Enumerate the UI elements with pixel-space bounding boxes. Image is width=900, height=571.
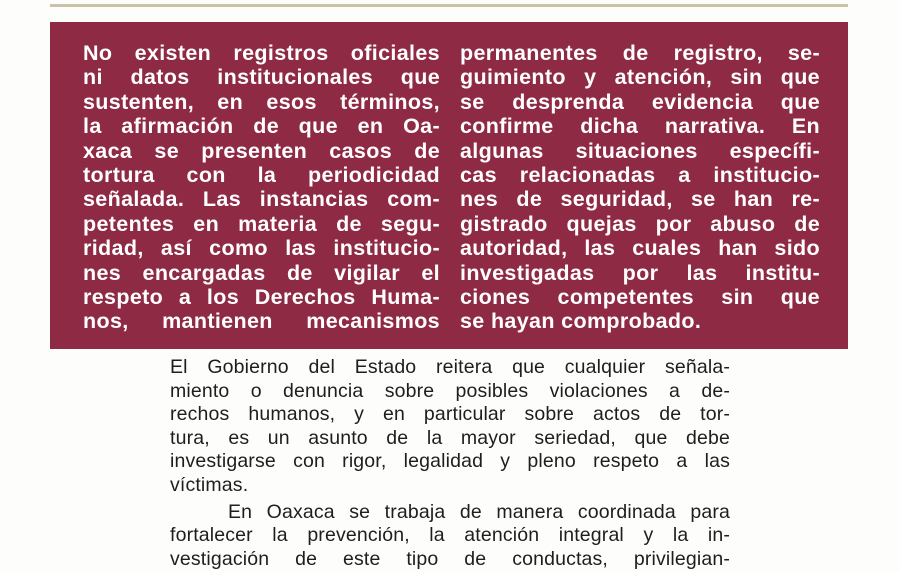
statement-line: ni datos institucionales que xyxy=(83,65,440,90)
statement-left-column xyxy=(83,41,440,334)
statement-line: nos, mantienen mecanismos xyxy=(83,309,440,334)
body-line: rechos humanos, y en particular sobre actos de tor- xyxy=(170,403,730,426)
paragraph-1 xyxy=(170,356,730,498)
body-line: investigarse con rigor, legalidad y pleno respeto a las xyxy=(170,450,730,473)
statement-line: ciones competentes sin que xyxy=(460,284,820,309)
highlighted-statement-box xyxy=(50,22,848,349)
statement-line: respeto a los Derechos Huma- xyxy=(83,284,440,309)
body-line: miento o denuncia sobre posibles violaciones a de- xyxy=(170,379,730,402)
statement-line: nes encargadas de vigilar el xyxy=(83,260,440,285)
statement-line: petentes en materia de segu- xyxy=(83,211,440,236)
body-line: vestigación de este tipo de conductas, privilegian- xyxy=(170,547,730,570)
paragraph-2 xyxy=(170,501,730,571)
statement-line: tortura con la periodicidad xyxy=(83,162,440,187)
body-line: víctimas. xyxy=(170,473,249,496)
statement-line: se desprenda evidencia que xyxy=(460,89,820,114)
statement-line: nes de seguridad, se han re- xyxy=(460,187,820,212)
statement-line: No existen registros oficiales xyxy=(83,41,440,65)
body-line: El Gobierno del Estado reitera que cualquier señala- xyxy=(170,356,730,378)
statement-line: permanentes de registro, se- xyxy=(460,41,820,65)
statement-line: algunas situaciones específi- xyxy=(460,138,820,163)
statement-line: confirme dicha narrativa. En xyxy=(460,114,820,139)
statement-line: se hayan comprobado. xyxy=(460,309,702,334)
statement-line: investigadas por las institu- xyxy=(460,260,820,285)
statement-line: señalada. Las instancias com- xyxy=(83,187,440,212)
statement-line: sustenten, en esos términos, xyxy=(83,89,440,114)
statement-line: autoridad, las cuales han sido xyxy=(460,236,820,261)
statement-line: la afirmación de que en Oa- xyxy=(83,114,440,139)
statement-line: ridad, así como las institucio- xyxy=(83,236,440,261)
article-body xyxy=(170,356,730,571)
statement-line: xaca se presenten casos de xyxy=(83,138,440,163)
body-line: tura, es un asunto de la mayor seriedad, que debe xyxy=(170,426,730,449)
statement-right-column xyxy=(460,41,820,334)
statement-line: gistrado quejas por abuso de xyxy=(460,211,820,236)
top-divider xyxy=(50,4,848,7)
body-line: En Oaxaca se trabaja de manera coordinada para xyxy=(170,500,730,523)
statement-line: guimiento y atención, sin que xyxy=(460,65,820,90)
body-line: fortalecer la prevención, la atención integral y la in- xyxy=(170,524,730,547)
statement-line: cas relacionadas a institucio- xyxy=(460,162,820,187)
